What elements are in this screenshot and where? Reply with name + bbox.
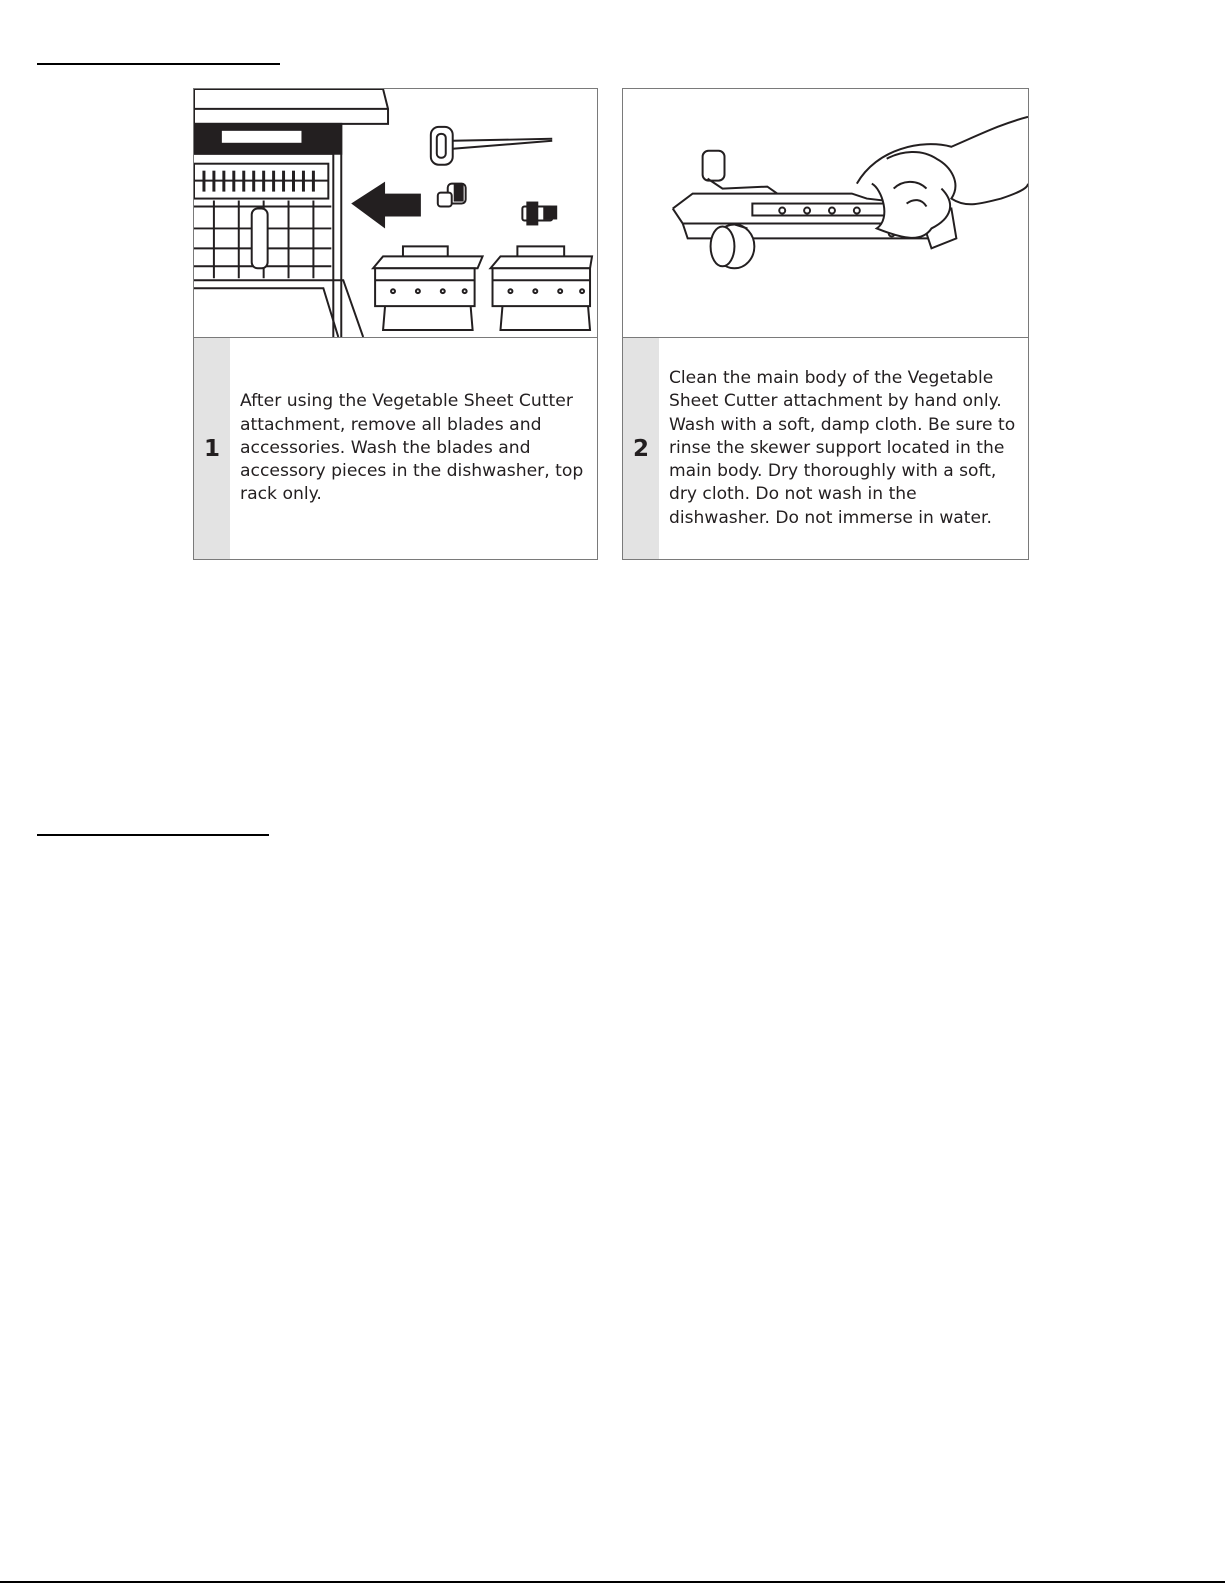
step-number: 2 xyxy=(632,435,649,462)
step-card-1 xyxy=(193,88,598,560)
step-text: After using the Vegetable Sheet Cutter attachment, remove all blades and accessories. Wash the blades and accessory pieces in the dishwasher, top rack only. xyxy=(240,391,584,505)
step-card-2 xyxy=(622,88,1029,560)
step-number-column xyxy=(194,338,230,559)
section-heading-underline xyxy=(37,834,269,836)
section-heading-underline xyxy=(37,63,280,65)
hand-cleaning-illustration xyxy=(623,89,1028,338)
page-bottom-border xyxy=(0,1581,1225,1583)
step-number-column xyxy=(623,338,659,559)
step-instructions xyxy=(240,338,591,559)
step-number: 1 xyxy=(203,435,220,462)
cloth-wipe-image xyxy=(623,89,1028,337)
dishwasher-illustration xyxy=(194,89,597,338)
step-instructions xyxy=(669,338,1022,559)
step-text: Clean the main body of the Vegetable Sheet Cutter attachment by hand only. Wash with a soft, damp cloth. Be sure to rinse the skewer support located in the main body. Dry thoroughly with a soft, dry cloth. Do not wash in the dishwasher. Do not immerse in water. xyxy=(669,368,1016,528)
dishwasher-image xyxy=(194,89,597,337)
